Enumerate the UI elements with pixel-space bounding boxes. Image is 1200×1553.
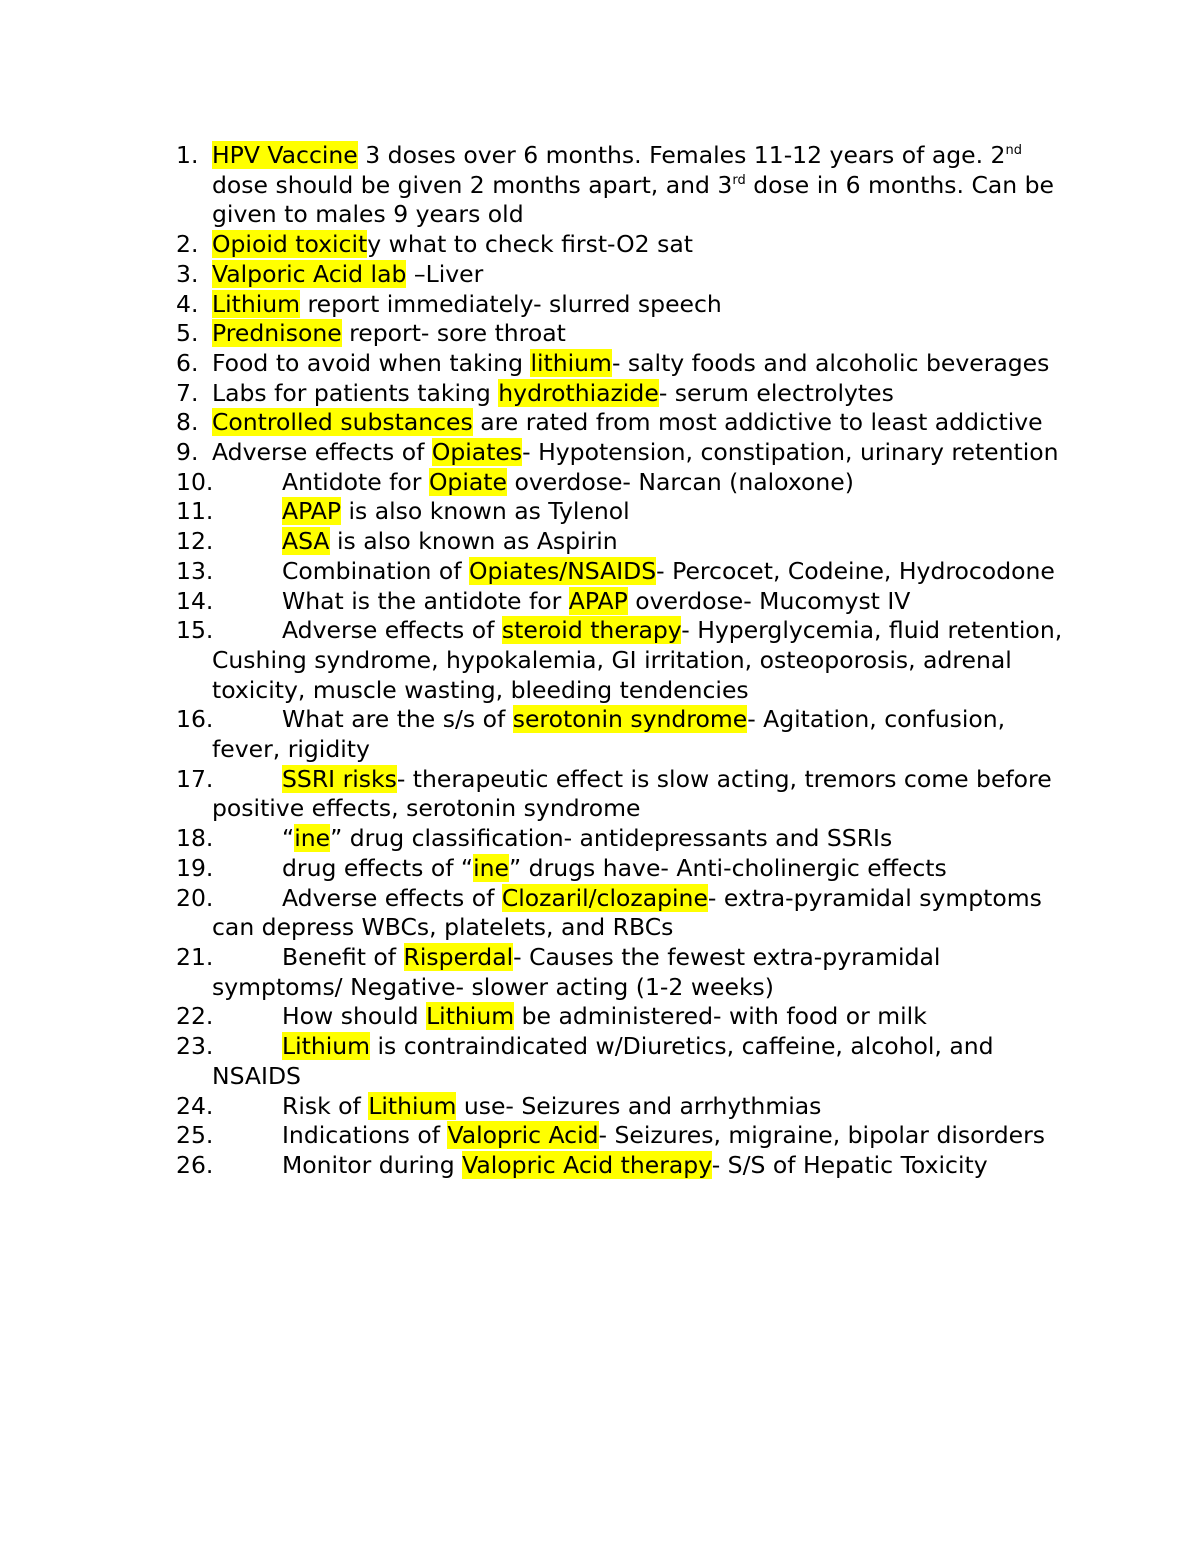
item-text: are rated from most addictive to least addictive bbox=[472, 408, 1043, 437]
item-text: - Agitation, confusion, fever, rigidity bbox=[212, 705, 1006, 764]
item-text: Benefit of bbox=[282, 942, 404, 971]
item-text: drug effects of “ bbox=[282, 853, 474, 882]
list-item bbox=[176, 943, 1076, 1002]
item-text: What are the s/s of bbox=[282, 705, 513, 734]
list-item-number: 17. bbox=[176, 764, 214, 793]
item-text: - therapeutic effect is slow acting, tremors come before positive effects, serotonin syndrome bbox=[212, 764, 1052, 823]
list-item-number: 15. bbox=[176, 616, 214, 645]
highlighted-term: Valporic Acid lab bbox=[212, 259, 407, 288]
item-text: 3 doses over 6 months. Females 11-12 years of age. 2 bbox=[357, 141, 1006, 169]
item-text: is contraindicated w/Diuretics, caffeine, alcohol, and NSAIDS bbox=[212, 1032, 994, 1090]
highlighted-term: Clozaril/clozapine bbox=[501, 883, 708, 912]
highlighted-term: HPV Vaccine bbox=[212, 141, 358, 169]
list-item bbox=[176, 408, 1076, 438]
item-text: What is the antidote for bbox=[282, 586, 569, 615]
list-item bbox=[176, 1151, 1076, 1181]
item-text: ” drugs have- Anti-cholinergic effects bbox=[509, 853, 947, 882]
list-item-number: 9. bbox=[176, 438, 199, 467]
item-text: Labs for patients taking bbox=[212, 378, 499, 407]
item-text: overdose- Narcan (naloxone) bbox=[506, 467, 854, 496]
list-item bbox=[176, 290, 1076, 320]
ordinal-superscript: nd bbox=[1005, 143, 1022, 158]
list-item-number: 24. bbox=[176, 1091, 214, 1120]
highlighted-term: Lithium bbox=[368, 1091, 457, 1120]
highlighted-term: Prednisone bbox=[212, 319, 342, 348]
highlighted-term: Valopric Acid therapy bbox=[462, 1150, 712, 1179]
list-item bbox=[176, 884, 1076, 943]
item-text: Adverse effects of bbox=[282, 616, 502, 645]
item-text: use- Seizures and arrhythmias bbox=[456, 1091, 822, 1120]
item-text: - Percocet, Codeine, Hydrocodone bbox=[656, 556, 1055, 585]
item-text: - extra-pyramidal symptoms can depress WBCs, platelets, and RBCs bbox=[212, 883, 1042, 942]
highlighted-term: APAP bbox=[568, 586, 628, 615]
highlighted-term: Valopric Acid bbox=[447, 1121, 599, 1150]
highlighted-term: Opiate bbox=[428, 467, 507, 496]
list-item bbox=[176, 705, 1076, 764]
item-text: - Causes the fewest extra-pyramidal symptoms/ Negative- slower acting (1-2 weeks) bbox=[212, 942, 941, 1001]
item-text: “ bbox=[282, 824, 295, 853]
list-item-number: 2. bbox=[176, 230, 199, 259]
list-item-number: 5. bbox=[176, 319, 199, 348]
item-text: Monitor during bbox=[282, 1150, 463, 1179]
list-item-number: 25. bbox=[176, 1121, 214, 1150]
item-text: - Hypotension, constipation, urinary retention bbox=[522, 438, 1059, 467]
list-item-number: 26. bbox=[176, 1150, 214, 1179]
item-text: dose in 6 months. Can be given to males 9 years old bbox=[212, 170, 1055, 229]
item-text: - serum electrolytes bbox=[658, 378, 894, 407]
list-item-number: 8. bbox=[176, 408, 199, 437]
highlighted-term: serotonin syndrome bbox=[512, 705, 748, 734]
highlighted-term: SSRI risks bbox=[282, 764, 397, 793]
item-text: Adverse effects of bbox=[282, 883, 502, 912]
highlighted-term: Lithium bbox=[426, 1002, 515, 1031]
list-item bbox=[176, 379, 1076, 409]
list-item-number: 6. bbox=[176, 348, 199, 377]
item-text: report- sore throat bbox=[341, 319, 566, 348]
highlighted-term: steroid therapy bbox=[501, 616, 682, 645]
highlighted-term: APAP bbox=[282, 497, 341, 526]
list-item-number: 20. bbox=[176, 883, 214, 912]
highlighted-term: Risperdal bbox=[403, 942, 514, 971]
item-text: - Seizures, migraine, bipolar disorders bbox=[598, 1121, 1046, 1150]
item-text: - S/S of Hepatic Toxicity bbox=[711, 1150, 988, 1179]
list-item bbox=[176, 824, 1076, 854]
item-text: Antidote for bbox=[282, 467, 429, 496]
numbered-notes-list bbox=[176, 141, 1076, 1181]
list-item bbox=[176, 438, 1076, 468]
list-item bbox=[176, 141, 1076, 230]
highlighted-term: Opioid toxicit bbox=[212, 230, 368, 259]
item-text: Food to avoid when taking bbox=[212, 348, 531, 377]
list-item-number: 3. bbox=[176, 259, 199, 288]
item-text: - Hyperglycemia, fluid retention, Cushing syndrome, hypokalemia, GI irritation, osteoporosis, adrenal toxicity, muscle wasting, bleeding tendencies bbox=[212, 616, 1063, 704]
list-item-number: 1. bbox=[176, 141, 199, 169]
list-item bbox=[176, 587, 1076, 617]
highlighted-term: ine bbox=[473, 853, 510, 882]
list-item bbox=[176, 1092, 1076, 1122]
highlighted-term: Controlled substances bbox=[212, 408, 473, 437]
list-item-number: 12. bbox=[176, 527, 214, 556]
list-item-number: 13. bbox=[176, 556, 214, 585]
list-item bbox=[176, 319, 1076, 349]
highlighted-term: hydrothiazide bbox=[498, 378, 659, 407]
list-item-number: 16. bbox=[176, 705, 214, 734]
list-item bbox=[176, 1002, 1076, 1032]
item-text: is also known as Aspirin bbox=[329, 527, 618, 556]
list-item bbox=[176, 557, 1076, 587]
list-item bbox=[176, 616, 1076, 705]
highlighted-term: ASA bbox=[282, 527, 330, 556]
item-text: How should bbox=[282, 1002, 427, 1031]
highlighted-term: Lithium bbox=[212, 289, 301, 318]
list-item-number: 4. bbox=[176, 289, 199, 318]
list-item bbox=[176, 497, 1076, 527]
list-item-number: 21. bbox=[176, 942, 214, 971]
list-item-number: 11. bbox=[176, 497, 214, 526]
highlighted-term: Opiates/NSAIDS bbox=[469, 556, 657, 585]
highlighted-term: Lithium bbox=[282, 1032, 371, 1061]
list-item bbox=[176, 1121, 1076, 1151]
list-item-number: 18. bbox=[176, 824, 214, 853]
list-item bbox=[176, 349, 1076, 379]
list-item-number: 23. bbox=[176, 1032, 214, 1061]
item-text: Indications of bbox=[282, 1121, 448, 1150]
highlighted-term: lithium bbox=[530, 348, 612, 377]
list-item bbox=[176, 230, 1076, 260]
ordinal-superscript: rd bbox=[732, 172, 746, 188]
list-item bbox=[176, 765, 1076, 824]
item-text: –Liver bbox=[406, 259, 484, 288]
list-item-number: 19. bbox=[176, 853, 214, 882]
highlighted-term: ine bbox=[294, 824, 331, 853]
item-text: overdose- Mucomyst IV bbox=[627, 586, 911, 615]
item-text: Risk of bbox=[282, 1091, 369, 1120]
item-text: dose should be given 2 months apart, and 3 bbox=[212, 170, 733, 199]
item-text: y what to check first-O2 sat bbox=[367, 230, 693, 259]
item-text: Combination of bbox=[282, 556, 470, 585]
item-text: be administered- with food or milk bbox=[514, 1002, 927, 1031]
list-item-number: 7. bbox=[176, 378, 199, 407]
item-text: report immediately- slurred speech bbox=[300, 289, 722, 318]
highlighted-term: Opiates bbox=[431, 438, 523, 467]
list-item bbox=[176, 260, 1076, 290]
item-text: is also known as Tylenol bbox=[341, 497, 630, 526]
list-item bbox=[176, 468, 1076, 498]
item-text: Adverse effects of bbox=[212, 438, 432, 467]
item-text: - salty foods and alcoholic beverages bbox=[611, 348, 1050, 377]
list-item-number: 22. bbox=[176, 1002, 214, 1031]
item-text: ” drug classification- antidepressants and SSRIs bbox=[330, 824, 893, 853]
list-item bbox=[176, 854, 1076, 884]
list-item-number: 14. bbox=[176, 586, 214, 615]
list-item-number: 10. bbox=[176, 467, 214, 496]
list-item bbox=[176, 527, 1076, 557]
list-item bbox=[176, 1032, 1076, 1091]
